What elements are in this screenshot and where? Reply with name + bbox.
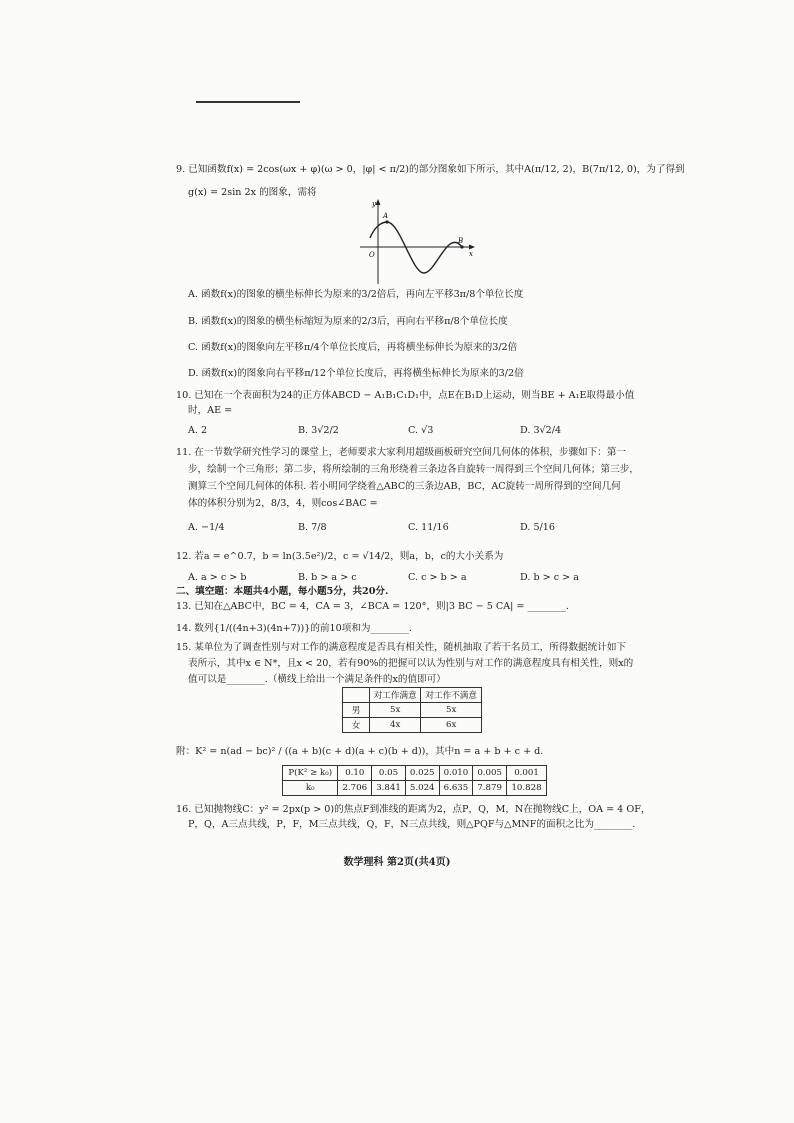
table-row xyxy=(283,766,547,781)
point-B-marker xyxy=(460,245,463,248)
q11-option-D: D. 5/16 xyxy=(520,522,555,533)
q9-option-C: C. 函数f(x)的图象向左平移π/4个单位长度后，再将横坐标伸长为原来的3/2倍 xyxy=(188,342,518,353)
q10-option-B: B. 3√2/2 xyxy=(298,425,339,436)
table-cell: 10.828 xyxy=(507,781,547,796)
table-cell: 2.706 xyxy=(338,781,372,796)
table-cell: 女 xyxy=(343,718,370,733)
q15-stem-line1: 15. 某单位为了调查性别与对工作的满意程度是否具有相关性，随机抽取了若干名员工，所得数据统计如下 xyxy=(176,642,627,653)
q15-stem-line2: 表所示，其中x ∈ N*，且x < 20，若有90%的把握可以认为性别与对工作的满意程度具有相关性，则x的 xyxy=(188,658,634,669)
table-cell: 0.05 xyxy=(372,766,406,781)
section2-heading: 二、填空题：本题共4小题，每小题5分，共20分. xyxy=(176,586,389,597)
table-cell: 0.025 xyxy=(405,766,439,781)
table-cell: 0.10 xyxy=(338,766,372,781)
q11-option-C: C. 11/16 xyxy=(408,522,449,533)
table-row xyxy=(343,718,482,733)
page-footer: 数学理科 第2页(共4页) xyxy=(343,857,451,868)
label-y: y xyxy=(372,200,376,208)
table-header: 对工作不满意 xyxy=(421,688,482,703)
table-cell: 6x xyxy=(421,718,482,733)
q14-stem: 14. 数列{1/((4n+3)(4n+7))}的前10项和为________. xyxy=(176,623,412,634)
q10-option-C: C. √3 xyxy=(408,425,434,436)
header-rule xyxy=(196,101,300,103)
q12-stem: 12. 若a = e^0.7，b = ln(3.5e²)/2，c = √14/2，则a，b，c的大小关系为 xyxy=(176,551,504,562)
table-header: 对工作满意 xyxy=(370,688,421,703)
satisfaction-table xyxy=(342,687,482,733)
q9-option-B: B. 函数f(x)的图象的横坐标缩短为原来的2/3后，再向右平移π/8个单位长度 xyxy=(188,316,508,327)
label-B: B xyxy=(458,237,464,245)
table-row xyxy=(343,703,482,718)
q9-option-A: A. 函数f(x)的图象的横坐标伸长为原来的3/2倍后，再向左平移3π/8个单位长度 xyxy=(188,289,524,300)
q10-stem-line1: 10. 已知在一个表面积为24的正方体ABCD − A₁B₁C₁D₁中，点E在B₁D上运动，则当BE + A₁E取得最小值 xyxy=(176,390,635,401)
label-x: x xyxy=(469,250,473,258)
label-A: A xyxy=(383,212,389,220)
table-cell xyxy=(343,688,370,703)
table-cell: 0.005 xyxy=(473,766,507,781)
y-axis-arrow xyxy=(376,199,381,205)
q9-stem-line2: g(x) = 2sin 2x 的图象，需将 xyxy=(188,187,317,198)
table-cell: 5x xyxy=(370,703,421,718)
q11-stem-line2: 步，绘制一个三角形；第二步，将所绘制的三角形绕着三条边各自旋转一周得到三个空间几何体；第三步， xyxy=(188,464,639,475)
q9-cosine-graph xyxy=(350,198,480,288)
q11-option-A: A. −1/4 xyxy=(188,522,225,533)
q15-stem-line3: 值可以是________.（横线上给出一个满足条件的x的值即可） xyxy=(188,674,446,685)
q11-stem-line3: 测算三个空间几何体的体积. 若小明同学绕着△ABC的三条边AB，BC，AC旋转一周所得到的空间几何 xyxy=(188,481,621,492)
table-cell: 6.635 xyxy=(439,781,473,796)
table-cell: 男 xyxy=(343,703,370,718)
table-cell: 5x xyxy=(421,703,482,718)
q10-option-A: A. 2 xyxy=(188,425,208,436)
q16-stem-line2: P，Q，A三点共线，P，F，M三点共线，Q，F，N三点共线，则△PQF与△MNF的面积之比为________. xyxy=(188,819,636,830)
table-cell: 7.879 xyxy=(473,781,507,796)
q9-stem-line1: 9. 已知函数f(x) = 2cos(ωx + φ)(ω > 0，|φ| < π/2)的部分图象如下所示，其中A(π/12, 2)，B(7π/12, 0)，为了得到 xyxy=(176,164,685,175)
q12-option-A: A. a > c > b xyxy=(188,572,247,583)
table-cell: 0.001 xyxy=(507,766,547,781)
k2-formula: 附：K² = n(ad − bc)² / ((a + b)(c + d)(a + c)(b + d))，其中n = a + b + c + d. xyxy=(176,746,544,757)
q11-option-B: B. 7/8 xyxy=(298,522,327,533)
table-cell: 0.010 xyxy=(439,766,473,781)
q12-option-C: C. c > b > a xyxy=(408,572,467,583)
table-cell: 3.841 xyxy=(372,781,406,796)
k2-critical-table xyxy=(282,765,547,796)
table-row xyxy=(283,781,547,796)
q9-option-D: D. 函数f(x)的图象向右平移π/12个单位长度后，再将横坐标伸长为原来的3/2倍 xyxy=(188,368,524,379)
q16-stem-line1: 16. 已知抛物线C：y² = 2px(p > 0)的焦点F到准线的距离为2，点P，Q，M，N在抛物线C上，OA = 4 OF， xyxy=(176,804,651,815)
table-cell: 4x xyxy=(370,718,421,733)
q13-stem: 13. 已知在△ABC中，BC = 4，CA = 3，∠BCA = 120°，则|3 BC − 5 CA| = ________. xyxy=(176,601,569,612)
table-cell: P(K² ≥ k₀) xyxy=(283,766,338,781)
q11-stem-line4: 体的体积分别为2，8/3，4，则cos∠BAC = xyxy=(188,498,378,509)
q11-stem-line1: 11. 在一节数学研究性学习的课堂上，老师要求大家利用超级画板研究空间几何体的体积，步骤如下：第一 xyxy=(176,447,627,458)
x-axis-arrow xyxy=(469,245,475,250)
q10-option-D: D. 3√2/4 xyxy=(520,425,562,436)
q10-stem-line2: 时，AE = xyxy=(188,405,233,416)
table-row xyxy=(343,688,482,703)
q12-option-D: D. b > c > a xyxy=(520,572,579,583)
table-cell: k₀ xyxy=(283,781,338,796)
q12-option-B: B. b > a > c xyxy=(298,572,357,583)
table-cell: 5.024 xyxy=(405,781,439,796)
label-O: O xyxy=(369,251,375,259)
point-A-marker xyxy=(385,220,388,223)
